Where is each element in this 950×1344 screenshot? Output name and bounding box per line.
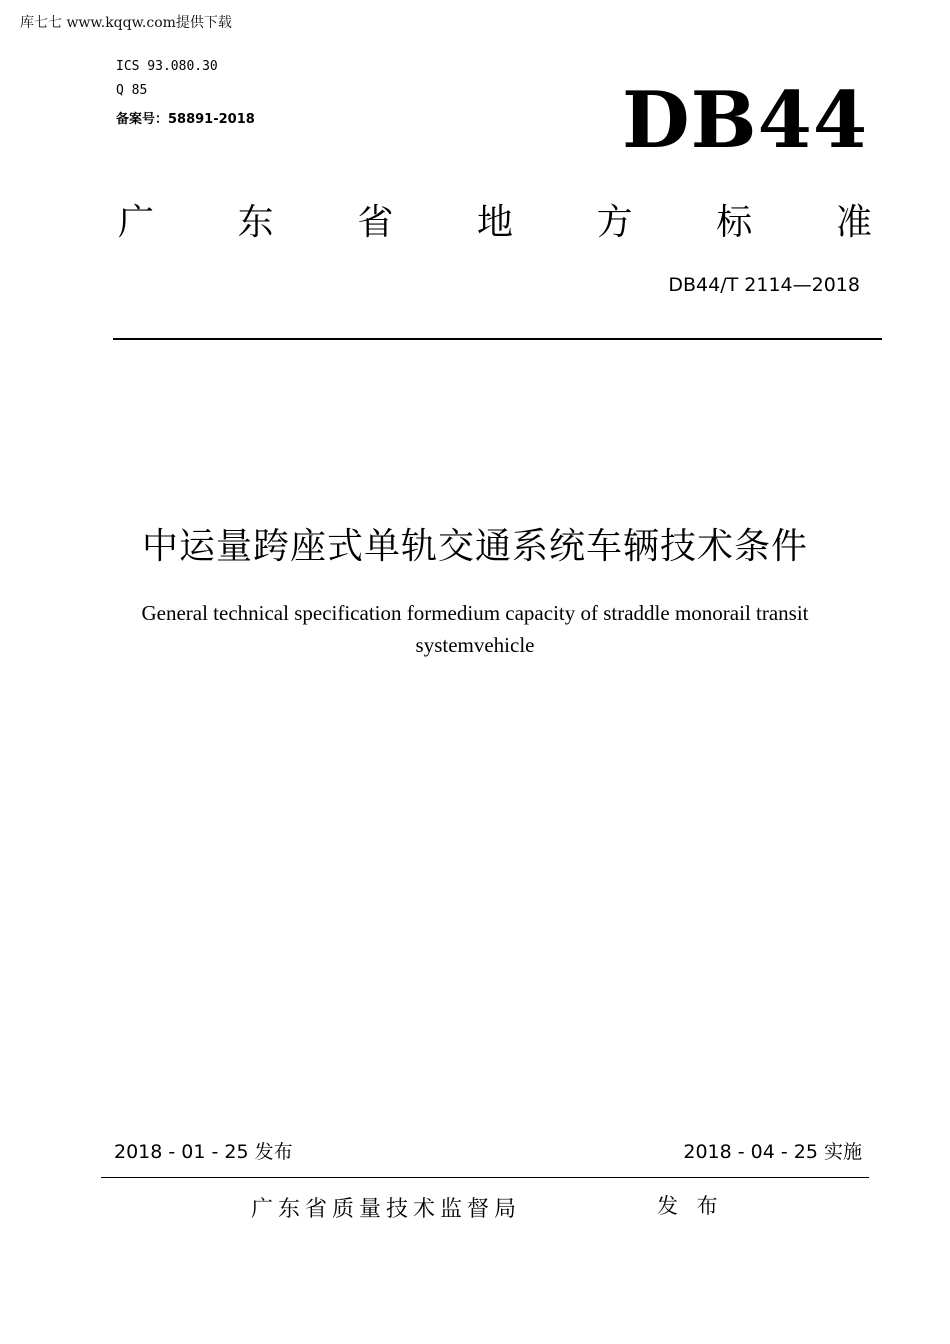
standard-class-char: 方 — [596, 202, 633, 243]
title-english-line2: systemvehicle — [415, 633, 535, 657]
title-english-line1: General technical specification formedium capacity of straddle monorail transit — [141, 601, 809, 625]
standard-class-char: 准 — [835, 202, 872, 243]
bottom-divider — [101, 1177, 869, 1178]
standard-class-char: 地 — [476, 202, 513, 243]
standard-class-char: 标 — [716, 202, 753, 243]
release-date: 2018 - 01 - 25 发布 — [114, 1141, 293, 1163]
standard-class-char: 东 — [237, 202, 274, 243]
issuing-authority: 广东省质量技术监督局 — [251, 1197, 522, 1222]
publish-label: 发 布 — [657, 1194, 724, 1218]
effective-date: 2018 - 04 - 25 实施 — [683, 1141, 862, 1163]
db44-logo: DB44 — [622, 75, 869, 166]
ics-code: ICS 93.080.30 — [116, 59, 218, 74]
top-divider — [113, 338, 882, 340]
watermark-text: 库七七 www.kqqw.com提供下载 — [20, 15, 232, 31]
standard-class-heading — [118, 194, 872, 245]
filing-number: 备案号：58891-2018 — [116, 112, 255, 127]
classification-code: Q 85 — [116, 83, 148, 98]
title-chinese: 中运量跨座式单轨交通系统车辆技术条件 — [141, 526, 808, 567]
standard-class-char: 省 — [357, 202, 394, 243]
standard-class-char: 广 — [118, 202, 155, 243]
title-english — [100, 597, 850, 661]
standard-number: DB44/T 2114—2018 — [668, 274, 860, 296]
